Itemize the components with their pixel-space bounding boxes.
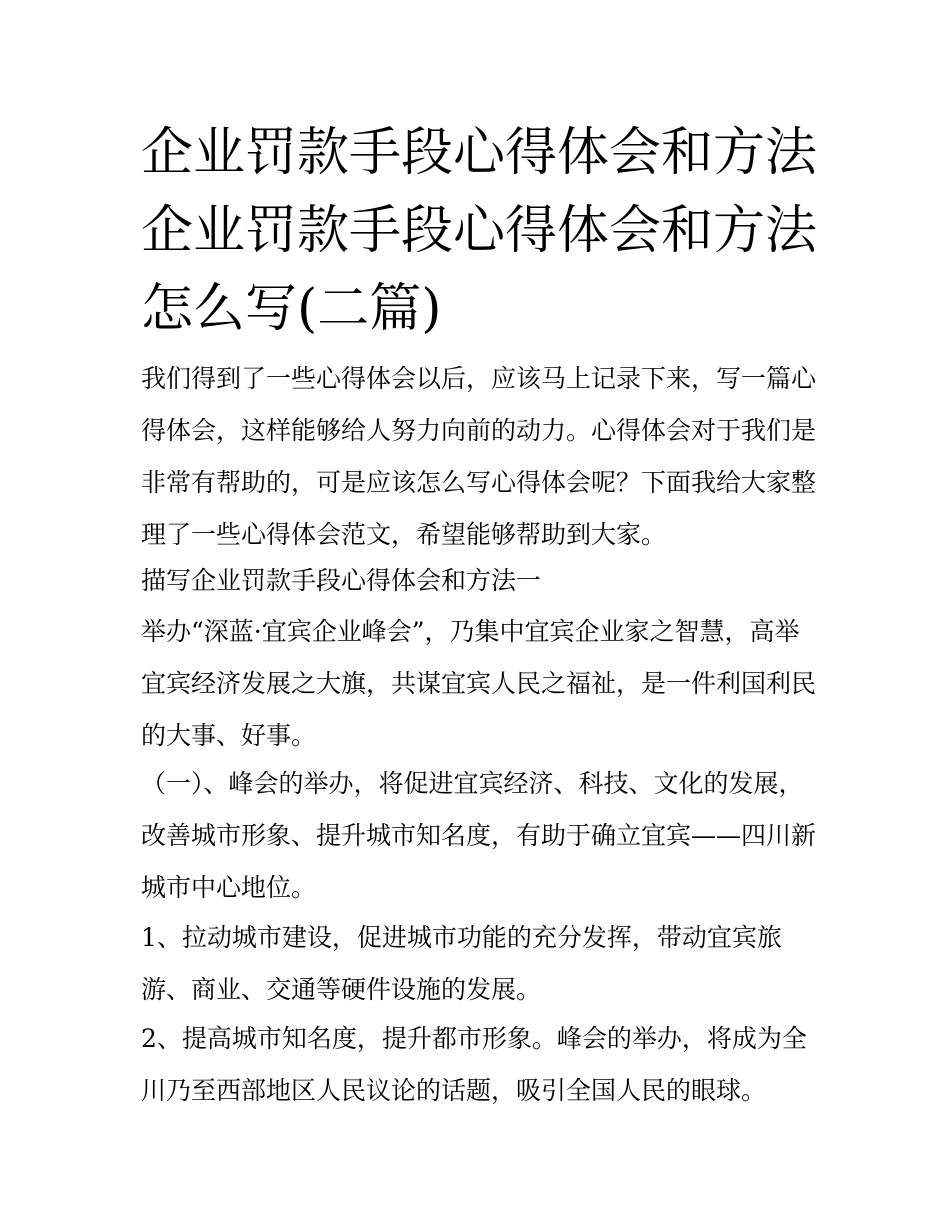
section-heading bbox=[141, 555, 831, 607]
text-line: 川乃至西部地区人民议论的话题，吸引全国人民的眼球。 bbox=[141, 1076, 767, 1105]
text-line: （一）、峰会的举办，将促进宜宾经济、科技、文化的发展， bbox=[141, 769, 804, 798]
text-line: 描写企业罚款手段心得体会和方法一 bbox=[141, 566, 542, 595]
intro-paragraph bbox=[141, 353, 831, 561]
document-title bbox=[141, 114, 821, 348]
text-line: 举办“深蓝·宜宾企业峰会”，乃集中宜宾企业家之智慧，高举 bbox=[141, 617, 800, 646]
text-line: 的大事、好事。 bbox=[141, 721, 317, 750]
text-line: 改善城市形象、提升城市知名度，有助于确立宜宾——四川新 bbox=[141, 821, 817, 850]
paragraph-item-1 bbox=[141, 912, 831, 1016]
text-line: 宜宾经济发展之大旗，共谋宜宾人民之福祉，是一件利国利民 bbox=[141, 669, 817, 698]
paragraph-summit bbox=[141, 606, 831, 762]
paragraph-point-one bbox=[141, 758, 831, 914]
paragraph-item-2 bbox=[141, 1013, 831, 1117]
text-line: 城市中心地位。 bbox=[141, 873, 317, 902]
title-line: 怎么写(二篇) bbox=[141, 279, 442, 339]
text-line: 1、拉动城市建设，促进城市功能的充分发挥，带动宜宾旅 bbox=[141, 923, 782, 952]
text-line: 非常有帮助的，可是应该怎么写心得体会呢？下面我给大家整 bbox=[141, 468, 817, 497]
text-line: 2、提高城市知名度，提升都市形象。峰会的举办，将成为全 bbox=[141, 1024, 807, 1053]
text-line: 游、商业、交通等硬件设施的发展。 bbox=[141, 975, 542, 1004]
text-line: 得体会，这样能够给人努力向前的动力。心得体会对于我们是 bbox=[141, 416, 817, 445]
title-line: 企业罚款手段心得体会和方法 bbox=[141, 123, 818, 183]
text-line: 我们得到了一些心得体会以后，应该马上记录下来，写一篇心 bbox=[141, 364, 817, 393]
text-line: 理了一些心得体会范文，希望能够帮助到大家。 bbox=[141, 520, 667, 549]
title-line: 企业罚款手段心得体会和方法 bbox=[141, 201, 818, 261]
